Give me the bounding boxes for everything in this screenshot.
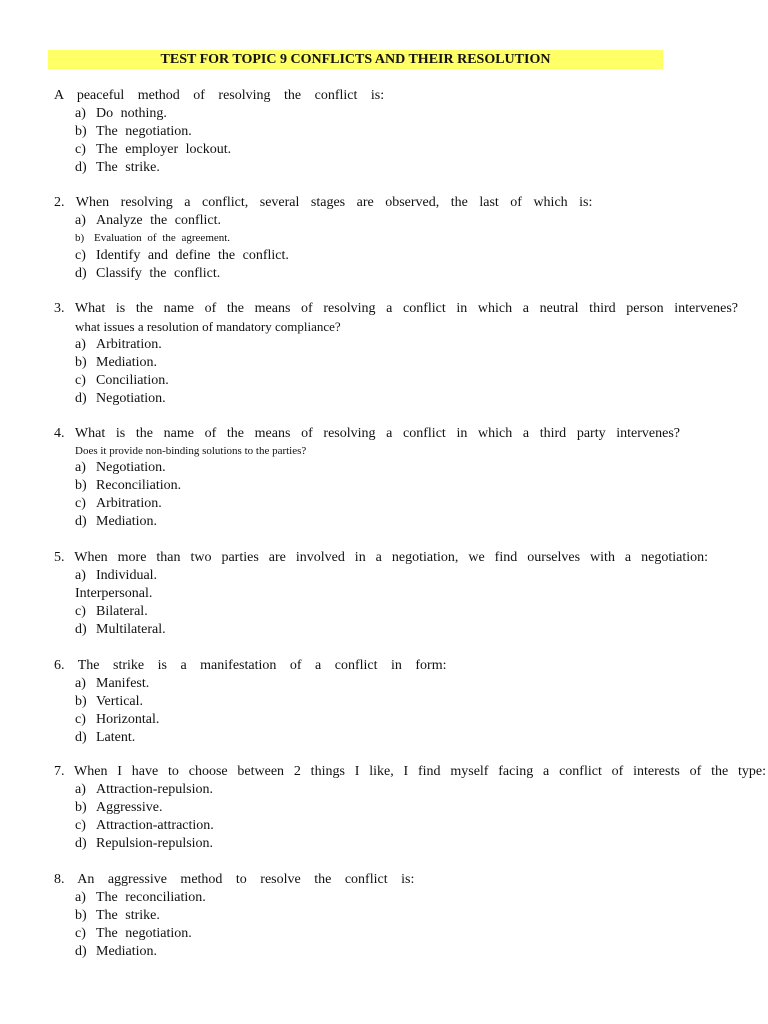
options-list: [54, 567, 766, 639]
option-c: c) Attraction-attraction.: [75, 818, 214, 833]
options-list: [54, 781, 766, 853]
test-title: TEST FOR TOPIC 9 CONFLICTS AND THEIR RESOLUTION: [48, 50, 663, 69]
options-list: [54, 459, 766, 531]
option-a: a) Negotiation.: [75, 460, 166, 475]
option-c: c) The negotiation.: [75, 926, 192, 941]
question-text: 6. The strike is a manifestation of a conflict in form:: [54, 658, 447, 673]
option-a: a) Attraction-repulsion.: [75, 782, 214, 797]
question-continuation: what issues a resolution of mandatory compliance?: [75, 319, 341, 334]
question-4: [54, 425, 766, 531]
question-continuation: Does it provide non-binding solutions to the parties?: [75, 445, 307, 457]
question-2: [54, 194, 766, 283]
option-a: a) Manifest.: [75, 676, 150, 691]
question-1: [54, 87, 766, 177]
option-a: a) The reconciliation.: [75, 890, 206, 905]
question-text: 5. When more than two parties are involved in a negotiation, we find ourselves with a negotiation:: [54, 550, 708, 565]
option-d: d) Negotiation.: [75, 391, 166, 406]
option-d: d) The strike.: [75, 160, 160, 175]
question-3: [54, 300, 766, 408]
question-7: [54, 763, 766, 853]
option-b: b) The negotiation.: [75, 124, 192, 139]
question-text: 8. An aggressive method to resolve the conflict is:: [54, 872, 415, 887]
option-d: d) Mediation.: [75, 514, 158, 529]
question-text: 4. What is the name of the means of resolving a conflict in which a third party intervenes?: [54, 426, 680, 441]
option-a: a) Do nothing.: [75, 106, 167, 121]
option-c: c) The employer lockout.: [75, 142, 232, 157]
option-a: a) Individual.: [75, 568, 158, 583]
option-d: d) Classify the conflict.: [75, 266, 221, 281]
question-text: A peaceful method of resolving the conflict is:: [54, 88, 385, 103]
question-6: [54, 657, 766, 747]
options-list: [54, 889, 766, 961]
option-d: d) Repulsion-repulsion.: [75, 836, 214, 851]
option-a: a) Analyze the conflict.: [75, 213, 222, 228]
question-text: 7. When I have to choose between 2 things I like, I find myself facing a conflict of interests of the type:: [54, 764, 766, 779]
question-8: [54, 871, 766, 961]
option-c: c) Conciliation.: [75, 373, 169, 388]
option-a: a) Arbitration.: [75, 337, 162, 352]
option-b: b) Vertical.: [75, 694, 144, 709]
options-list: [54, 336, 766, 408]
options-list: [54, 212, 766, 283]
option-c: c) Horizontal.: [75, 712, 160, 727]
question-text: 3. What is the name of the means of resolving a conflict in which a neutral third person intervenes?: [54, 301, 738, 316]
question-text: 2. When resolving a conflict, several stages are observed, the last of which is:: [54, 195, 593, 210]
option-d: d) Multilateral.: [75, 622, 166, 637]
option-b: b) Aggressive.: [75, 800, 163, 815]
option-b: Interpersonal.: [75, 586, 153, 601]
options-list: [54, 675, 766, 747]
option-c: c) Arbitration.: [75, 496, 162, 511]
option-d: d) Mediation.: [75, 944, 158, 959]
option-b: b) Reconciliation.: [75, 478, 182, 493]
option-d: d) Latent.: [75, 730, 136, 745]
option-c: c) Identify and define the conflict.: [75, 248, 289, 263]
option-b: b) Mediation.: [75, 355, 158, 370]
option-b: b) Evaluation of the agreement.: [75, 232, 231, 244]
option-c: c) Bilateral.: [75, 604, 148, 619]
options-list: [54, 105, 766, 177]
option-b: b) The strike.: [75, 908, 160, 923]
question-5: [54, 549, 766, 639]
